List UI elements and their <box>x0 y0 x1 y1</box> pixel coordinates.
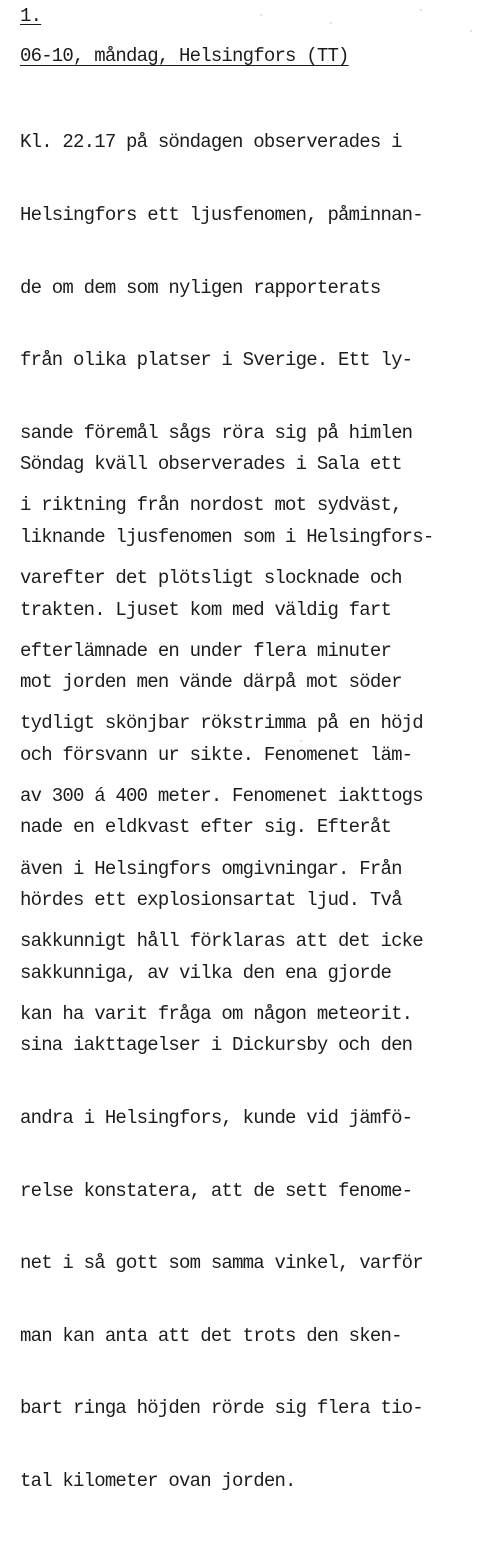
text-line: liknande ljusfenomen som i Helsingfors- <box>20 526 434 549</box>
scan-speck <box>470 30 472 32</box>
scan-speck <box>300 740 302 742</box>
text-line: tal kilometer ovan jorden. <box>20 1469 296 1492</box>
text-line: även i Helsingfors omgivningar. Från <box>20 857 402 880</box>
text-line: sande föremål sågs röra sig på himlen <box>20 421 413 444</box>
text-line: relse konstatera, att de sett fenome- <box>20 1179 413 1202</box>
text-line: mot jorden men vände därpå mot söder <box>20 671 402 694</box>
text-line: sakkunniga, av vilka den ena gjorde <box>20 961 392 984</box>
scan-speck <box>420 9 422 11</box>
text-line: av 300 á 400 meter. Fenomenet iakttogs <box>20 784 423 807</box>
text-line: bart ringa höjden rörde sig flera tio- <box>20 1397 423 1420</box>
text-line: från olika platser i Sverige. Ett ly- <box>20 349 413 372</box>
text-line: Kl. 22.17 på söndagen observerades i <box>20 131 402 154</box>
text-line: Söndag kväll observerades i Sala ett <box>20 453 402 476</box>
text-line: och försvann ur sikte. Fenomenet läm- <box>20 743 413 766</box>
text-line: net i så gott som samma vinkel, varför <box>20 1252 423 1275</box>
text-line: man kan anta att det trots den sken- <box>20 1324 402 1347</box>
text-line: nade en eldkvast efter sig. Efteråt <box>20 816 392 839</box>
text-line: hördes ett explosionsartat ljud. Två <box>20 889 402 912</box>
text-line: i riktning från nordost mot sydväst, <box>20 494 402 517</box>
text-line: de om dem som nyligen rapporterats <box>20 276 381 299</box>
page-number: 1. <box>20 5 42 27</box>
text-line: sina iakttagelser i Dickursby och den <box>20 1034 413 1057</box>
text-line: varefter det plötsligt slocknade och <box>20 567 402 590</box>
paragraph-2 <box>20 404 433 1542</box>
text-line: sakkunnigt håll förklaras att det icke <box>20 930 423 953</box>
dateline: 06-10, måndag, Helsingfors (TT) <box>20 45 349 67</box>
text-line: trakten. Ljuset kom med väldig fart <box>20 598 392 621</box>
text-line: andra i Helsingfors, kunde vid jämfö- <box>20 1106 413 1129</box>
text-line: efterlämnade en under flera minuter <box>20 639 392 662</box>
text-line: Helsingfors ett ljusfenomen, påminnan- <box>20 204 423 227</box>
scan-speck <box>330 22 332 24</box>
text-line: kan ha varit fråga om någon meteorit. <box>20 1002 413 1025</box>
scan-speck <box>260 14 262 16</box>
text-line: tydligt skönjbar rökstrimma på en höjd <box>20 712 423 735</box>
